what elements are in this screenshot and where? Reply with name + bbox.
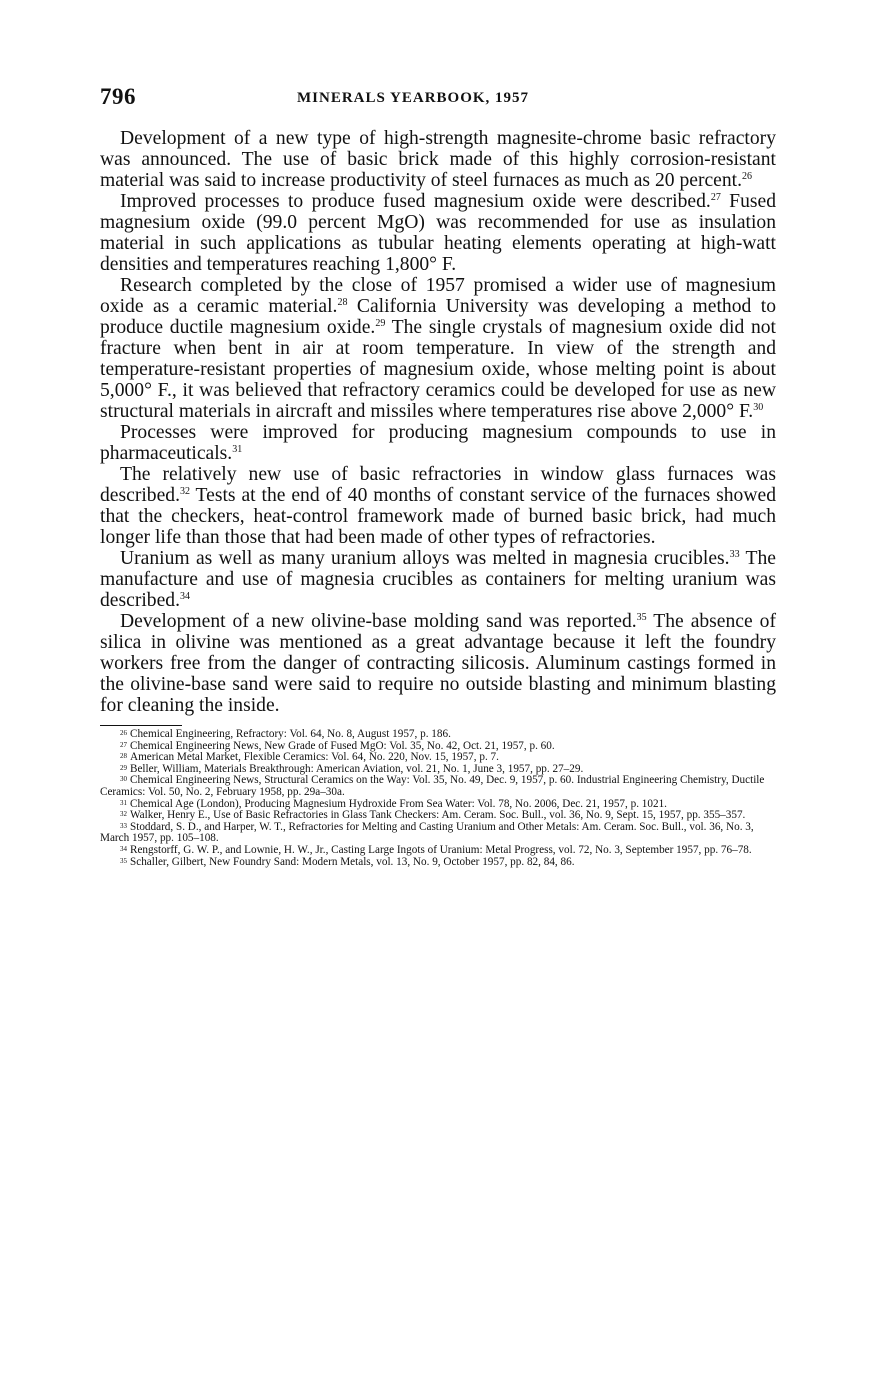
paragraph (100, 191, 776, 275)
footnote-mark: 34 (120, 844, 127, 853)
paragraph-text: The absence of silica in olivine was mentioned as a great advantage because it left the foundry workers free from the danger of contracting silicosis. Aluminum castings formed in the olivine-base sand were said to require no outside blasting and minimum blasting for cleaning the inside. (100, 611, 776, 716)
footnote (100, 857, 776, 869)
footnote-text: Schaller, Gilbert, New Foundry Sand: Modern Metals, vol. 13, No. 9, October 1957, pp. 82, 84, 86. (130, 855, 575, 868)
paragraph-text: Tests at the end of 40 months of constant service of the furnaces showed that the checkers, heat-control framework made of burned basic brick, had much longer life than those that had been made of other types of refractories. (100, 485, 776, 548)
footnote-ref: 29 (375, 318, 386, 329)
footnote-ref: 30 (753, 402, 764, 413)
footnote-ref: 28 (337, 297, 348, 308)
page-number: 796 (100, 84, 136, 109)
paragraph (100, 464, 776, 548)
footnote-ref: 32 (179, 486, 190, 497)
paragraph-text: California University was developing a method to produce ductile magnesium oxide. (100, 296, 776, 338)
footnote-ref: 35 (636, 612, 647, 623)
footnote-mark: 30 (120, 775, 127, 784)
body-text (100, 128, 776, 716)
footnote-text: American Metal Market, Flexible Ceramics: Vol. 64, No. 220, Nov. 15, 1957, p. 7. (130, 751, 499, 764)
paragraph-text: Development of a new type of high-strength magnesite-chrome basic refractory was announced. The use of basic brick made of this highly corrosion-resistant material was said to increase productivity of steel furnaces as much as 20 percent. (100, 128, 776, 191)
footnote-ref: 34 (179, 591, 190, 602)
paragraph (100, 128, 776, 191)
footnote-mark: 32 (120, 810, 127, 819)
paragraph-text: Fused magnesium oxide (99.0 percent MgO) was recommended for use as insulation material in such applications as tubular heating elements operating at high-watt densities and temperatures reaching 1,800° F. (100, 191, 776, 275)
footnote-mark: 33 (120, 821, 127, 830)
footnote-text: Chemical Engineering, Refractory: Vol. 64, No. 8, August 1957, p. 186. (130, 728, 451, 740)
footnote-text: Beller, William, Materials Breakthrough: American Aviation, vol. 21, No. 1, June 3, 1957, pp. 27–29. (130, 762, 584, 775)
paragraph-text: The relatively new use of basic refractories in window glass furnaces was described. (100, 464, 776, 506)
footnote-mark: 28 (120, 752, 127, 761)
footnote-mark: 35 (120, 856, 127, 865)
paragraph-text: Research completed by the close of 1957 promised a wider use of magnesium oxide as a ceramic material. (100, 275, 776, 317)
footnote-text: Walker, Henry E., Use of Basic Refractories in Glass Tank Checkers: Am. Ceram. Soc. Bull., vol. 36, No. 9, Sept. 15, 1957, pp. 355–357. (130, 809, 746, 822)
paragraph-text: Development of a new olivine-base molding sand was reported. (120, 611, 637, 632)
paragraph-text: Uranium as well as many uranium alloys was melted in magnesia crucibles. (120, 548, 730, 569)
footnote-text: Chemical Age (London), Producing Magnesium Hydroxide From Sea Water: Vol. 78, No. 2006, Dec. 21, 1957, p. 1021. (130, 797, 667, 810)
footnote-text: Stoddard, S. D., and Harper, W. T., Refractories for Melting and Casting Uranium and Other Metals: Am. Ceram. Soc. Bull., vol. 36, No. 3, March 1957, pp. 105–108. (100, 820, 754, 845)
footnote (100, 775, 776, 798)
paragraph-text: Improved processes to produce fused magnesium oxide were described. (120, 191, 711, 212)
paragraph-text: The single crystals of magnesium oxide did not fracture when bent in air at room temperature. In view of the strength and temperature-resistant properties of magnesium oxide, whose melting point is about 5,000° F., it was believed that refractory ceramics could be developed for use as new structural materials in aircraft and missiles where temperatures rise above 2,000° F. (100, 317, 776, 422)
footnote-ref: 26 (742, 171, 753, 182)
footnote-text: Chemical Engineering News, Structural Ceramics on the Way: Vol. 35, No. 49, Dec. 9, 1957, p. 60. Industrial Engineering Chemistry, Ductile Ceramics: Vol. 50, No. 2, February 1958, pp. 29a–30a. (100, 774, 765, 798)
footnote-divider (100, 725, 182, 726)
paragraph (100, 548, 776, 611)
paragraph (100, 611, 776, 716)
footnote-mark: 27 (120, 740, 127, 749)
running-title: MINERALS YEARBOOK, 1957 (297, 90, 530, 106)
paragraph-text: Processes were improved for producing magnesium compounds to use in pharmaceuticals. (100, 422, 776, 464)
footnote-mark: 26 (120, 729, 127, 737)
footnotes (100, 729, 776, 868)
page-header (100, 84, 776, 118)
footnote-text: Chemical Engineering News, New Grade of Fused MgO: Vol. 35, No. 42, Oct. 21, 1957, p. 60. (130, 739, 555, 752)
footnote-ref: 33 (729, 549, 740, 560)
paragraph-text: The manufacture and use of magnesia crucibles as containers for melting uranium was described. (100, 548, 777, 611)
document-page (100, 84, 776, 868)
paragraph (100, 275, 776, 422)
footnote-mark: 31 (120, 798, 127, 807)
paragraph (100, 422, 776, 464)
footnote (100, 822, 776, 845)
footnote-text: Rengstorff, G. W. P., and Lownie, H. W., Jr., Casting Large Ingots of Uranium: Metal Progress, vol. 72, No. 3, September 1957, pp. 76–78. (130, 843, 752, 856)
footnote-ref: 31 (232, 444, 243, 455)
footnote-mark: 29 (120, 763, 127, 772)
footnote-ref: 27 (710, 192, 721, 203)
